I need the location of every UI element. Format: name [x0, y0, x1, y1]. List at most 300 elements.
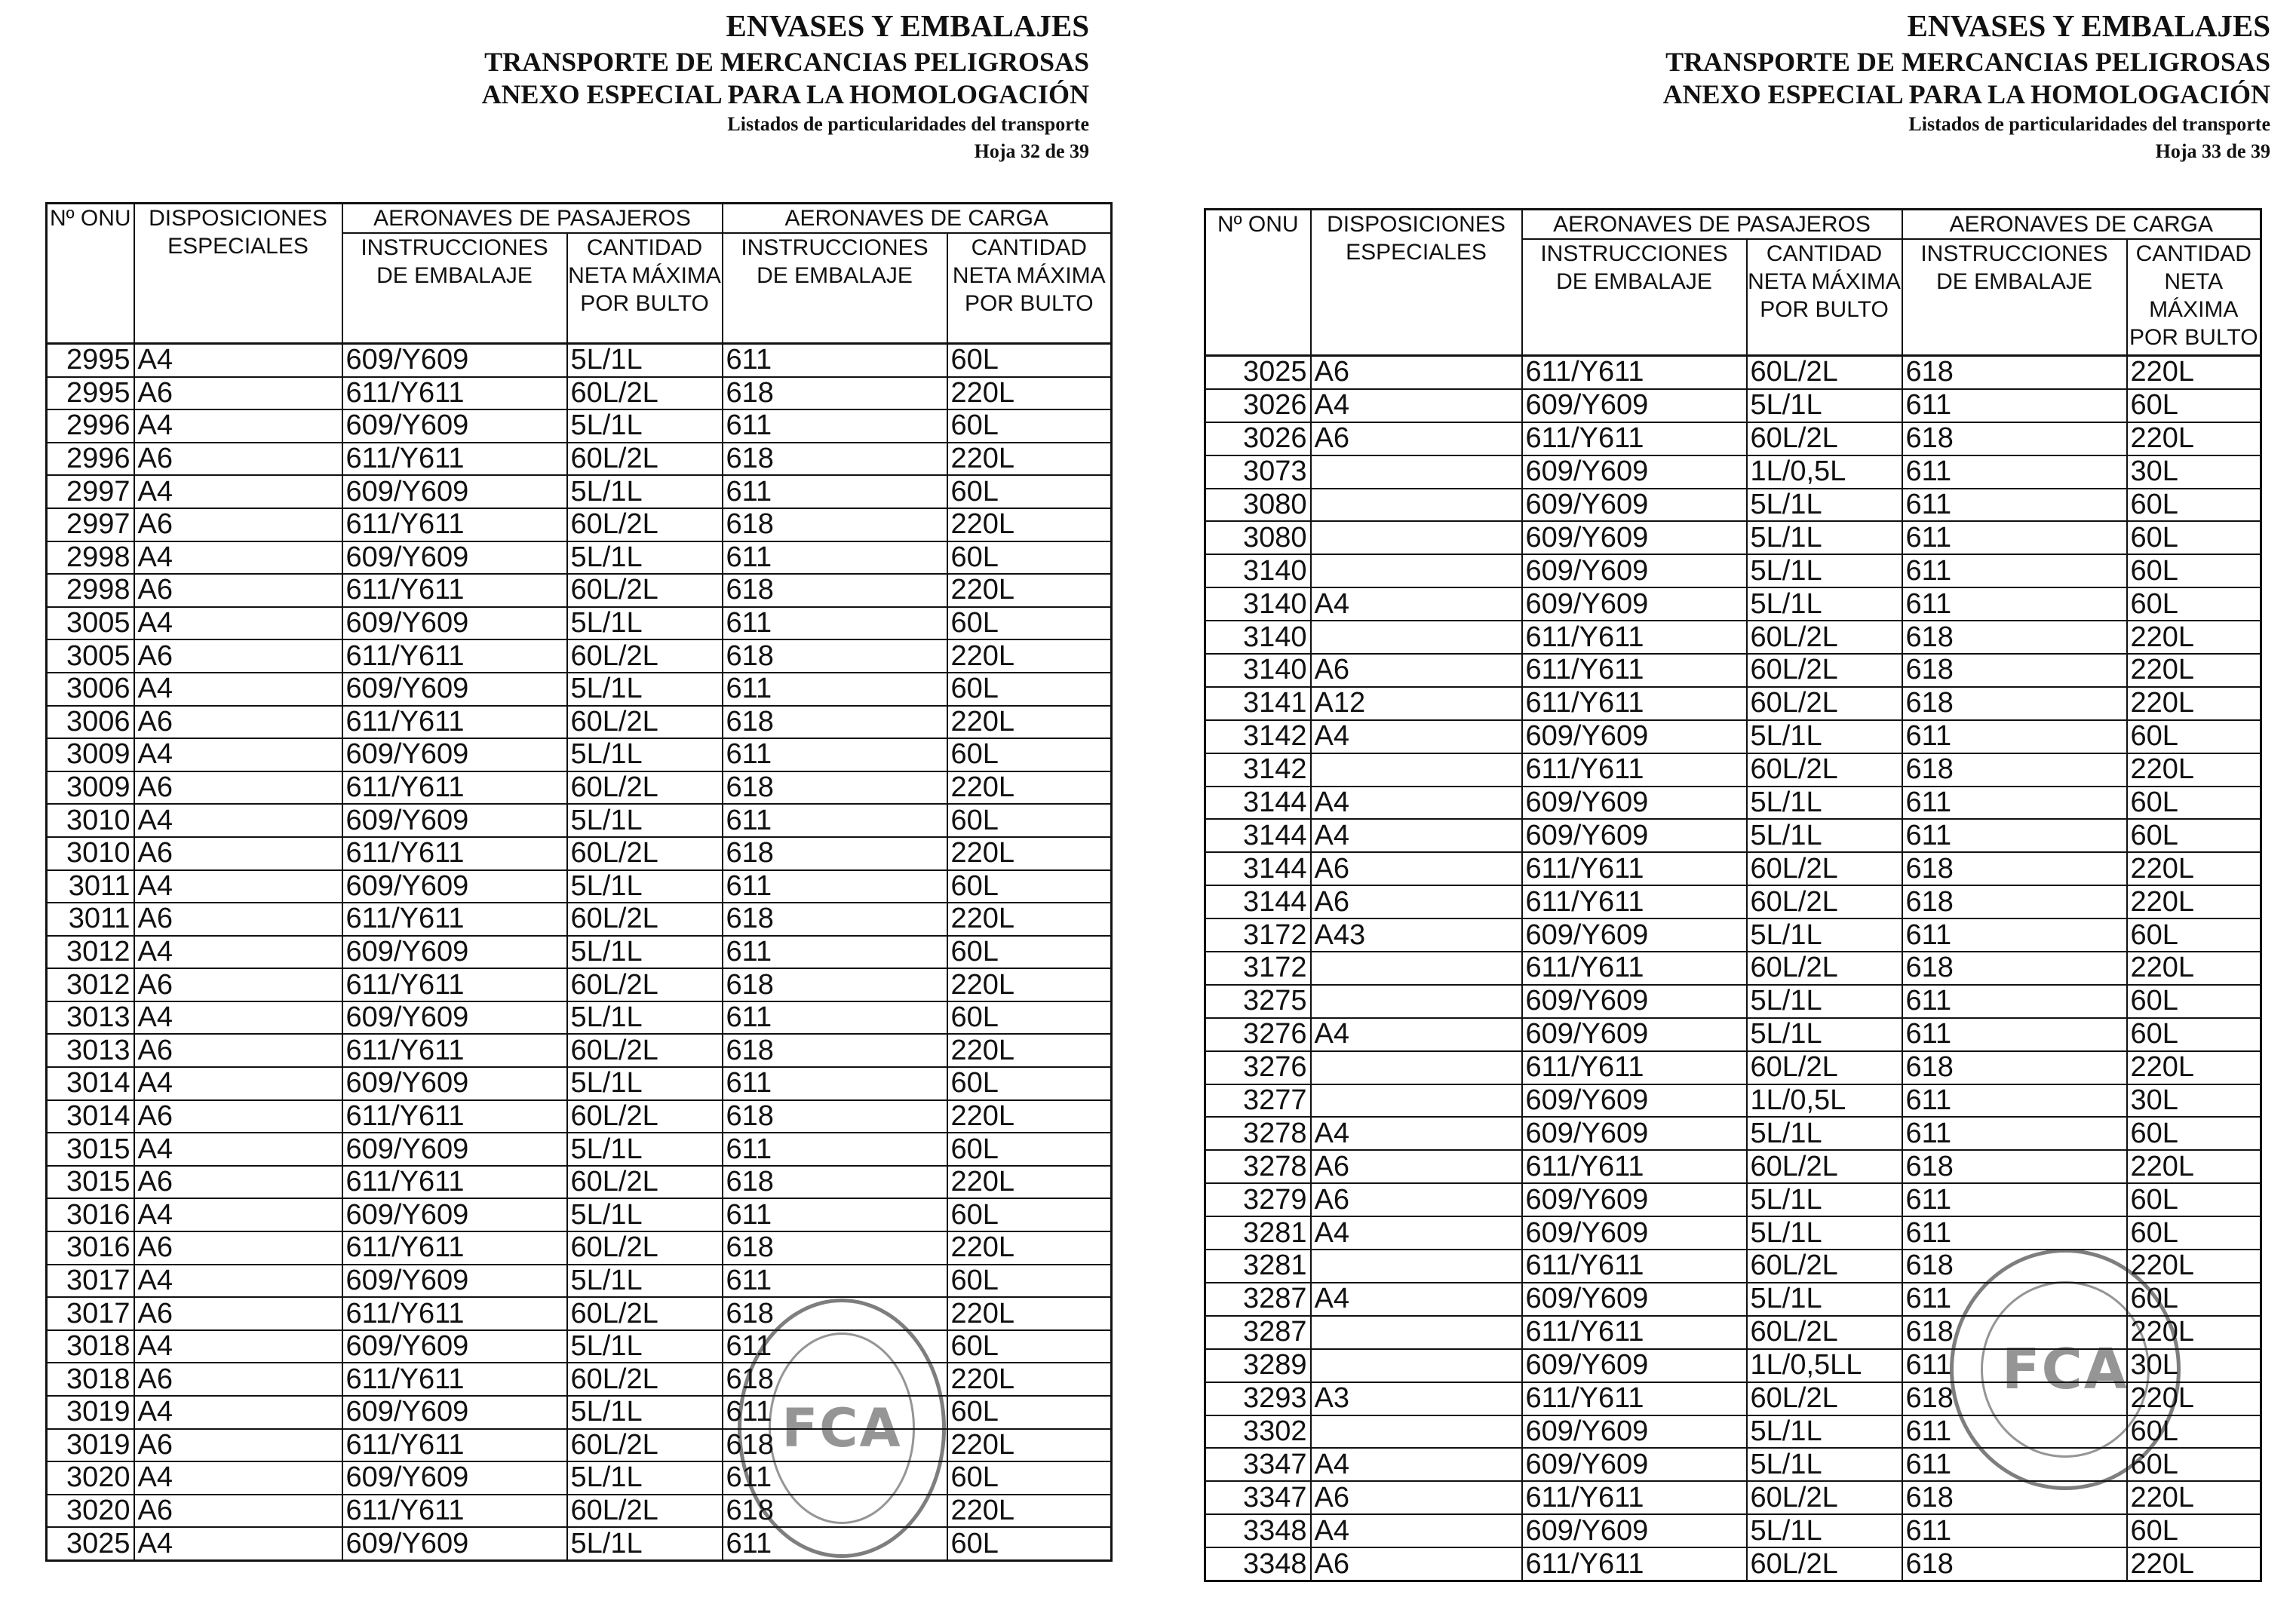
cell-disposiciones: A4: [134, 1396, 342, 1429]
cell-instrucciones-pasajeros: 609/Y609: [342, 1461, 567, 1495]
cell-disposiciones: [1311, 753, 1522, 787]
table-row: [47, 1461, 1112, 1495]
table-row: [47, 1067, 1112, 1100]
cell-onu: 3012: [47, 968, 134, 1001]
cell-cantidad-pasajeros: 5L/1L: [567, 1198, 723, 1231]
cell-instrucciones-pasajeros: 609/Y609: [1522, 720, 1747, 753]
cell-cantidad-carga: 220L: [947, 377, 1112, 410]
table-row: [47, 771, 1112, 805]
cell-instrucciones-carga: 611: [723, 1396, 947, 1429]
cell-cantidad-pasajeros: 60L/2L: [1747, 1316, 1902, 1349]
cell-onu: 3141: [1205, 687, 1311, 720]
cell-instrucciones-pasajeros: 609/Y609: [1522, 1216, 1747, 1250]
cell-cantidad-carga: 220L: [2127, 885, 2261, 918]
cell-onu: 3142: [1205, 720, 1311, 753]
cell-onu: 3015: [47, 1166, 134, 1199]
cell-onu: 3015: [47, 1133, 134, 1166]
cell-onu: 3348: [1205, 1514, 1311, 1547]
table-row: [1205, 687, 2261, 720]
table-row: [47, 804, 1112, 837]
cell-onu: 3014: [47, 1100, 134, 1133]
cell-cantidad-pasajeros: 5L/1L: [567, 541, 723, 575]
cell-instrucciones-pasajeros: 611/Y611: [1522, 1150, 1747, 1183]
cell-cantidad-carga: 60L: [2127, 1117, 2261, 1150]
cell-disposiciones: A4: [134, 1198, 342, 1231]
cell-cantidad-carga: 220L: [2127, 621, 2261, 654]
cell-instrucciones-carga: 618: [1902, 422, 2127, 455]
cell-cantidad-pasajeros: 60L/2L: [1747, 654, 1902, 687]
cell-onu: 3287: [1205, 1283, 1311, 1316]
table-row: [1205, 1150, 2261, 1183]
cell-disposiciones: A6: [1311, 852, 1522, 885]
cell-onu: 2997: [47, 475, 134, 508]
col-group-carga: AERONAVES DE CARGA: [723, 204, 1112, 234]
table-row: [1205, 455, 2261, 489]
cell-disposiciones: A4: [134, 1067, 342, 1100]
cell-cantidad-pasajeros: 5L/1L: [567, 344, 723, 377]
cell-instrucciones-carga: 611: [723, 936, 947, 969]
cell-instrucciones-carga: 611: [723, 344, 947, 377]
cell-onu: 3275: [1205, 985, 1311, 1018]
table-row: [47, 377, 1112, 410]
cell-cantidad-carga: 220L: [2127, 422, 2261, 455]
cell-cantidad-pasajeros: 1L/0,5L: [1747, 1084, 1902, 1118]
cell-onu: 3080: [1205, 489, 1311, 522]
table-row: [1205, 489, 2261, 522]
table-row: [47, 1363, 1112, 1396]
cell-instrucciones-pasajeros: 609/Y609: [342, 673, 567, 706]
cell-cantidad-carga: 220L: [947, 771, 1112, 805]
cell-instrucciones-carga: 611: [723, 607, 947, 640]
cell-instrucciones-pasajeros: 609/Y609: [1522, 1018, 1747, 1051]
cell-instrucciones-pasajeros: 611/Y611: [342, 639, 567, 673]
cell-disposiciones: A6: [134, 1495, 342, 1528]
cell-instrucciones-carga: 618: [1902, 952, 2127, 985]
cell-instrucciones-carga: 618: [1902, 687, 2127, 720]
cell-onu: 3277: [1205, 1084, 1311, 1118]
cell-disposiciones: A4: [134, 475, 342, 508]
table-row: [1205, 985, 2261, 1018]
table-row: [1205, 1316, 2261, 1349]
cell-disposiciones: A6: [134, 1429, 342, 1462]
cell-onu: 3019: [47, 1429, 134, 1462]
cell-onu: 3080: [1205, 521, 1311, 554]
cell-disposiciones: A6: [1311, 1183, 1522, 1216]
cell-instrucciones-carga: 611: [723, 475, 947, 508]
cell-instrucciones-carga: 611: [1902, 1415, 2127, 1449]
cell-cantidad-carga: 60L: [947, 1067, 1112, 1100]
cell-instrucciones-carga: 618: [1902, 1547, 2127, 1581]
cell-onu: 3019: [47, 1396, 134, 1429]
table-row: [1205, 1250, 2261, 1283]
cell-cantidad-pasajeros: 5L/1L: [1747, 1183, 1902, 1216]
cell-onu: 3279: [1205, 1183, 1311, 1216]
cell-onu: 3281: [1205, 1250, 1311, 1283]
cell-instrucciones-pasajeros: 609/Y609: [342, 1133, 567, 1166]
cell-instrucciones-pasajeros: 609/Y609: [342, 344, 567, 377]
cell-instrucciones-carga: 618: [1902, 1481, 2127, 1514]
cell-cantidad-carga: 220L: [947, 1297, 1112, 1330]
cell-disposiciones: A6: [134, 1166, 342, 1199]
cell-instrucciones-pasajeros: 611/Y611: [342, 443, 567, 476]
cell-disposiciones: A4: [134, 344, 342, 377]
cell-instrucciones-carga: 611: [723, 1265, 947, 1298]
cell-instrucciones-pasajeros: 609/Y609: [1522, 1183, 1747, 1216]
cell-cantidad-pasajeros: 5L/1L: [1747, 521, 1902, 554]
cell-instrucciones-pasajeros: 609/Y609: [1522, 489, 1747, 522]
cell-instrucciones-pasajeros: 609/Y609: [1522, 1084, 1747, 1118]
cell-instrucciones-pasajeros: 609/Y609: [1522, 985, 1747, 1018]
cell-instrucciones-pasajeros: 609/Y609: [1522, 1514, 1747, 1547]
cell-instrucciones-pasajeros: 611/Y611: [1522, 654, 1747, 687]
cell-instrucciones-carga: 618: [1902, 1250, 2127, 1283]
col-header-disposiciones: DISPOSICIONES ESPECIALES: [134, 204, 342, 344]
cell-cantidad-pasajeros: 5L/1L: [567, 1461, 723, 1495]
cell-onu: 3011: [47, 903, 134, 936]
cell-instrucciones-pasajeros: 611/Y611: [342, 903, 567, 936]
cell-cantidad-pasajeros: 5L/1L: [1747, 1216, 1902, 1250]
cell-disposiciones: A4: [134, 1527, 342, 1560]
table-row: [1205, 422, 2261, 455]
cell-instrucciones-carga: 618: [1902, 753, 2127, 787]
cell-cantidad-carga: 220L: [947, 903, 1112, 936]
cell-cantidad-pasajeros: 60L/2L: [567, 443, 723, 476]
cell-disposiciones: A43: [1311, 918, 1522, 952]
cell-disposiciones: A12: [1311, 687, 1522, 720]
cell-disposiciones: A4: [1311, 587, 1522, 621]
cell-cantidad-pasajeros: 60L/2L: [567, 1100, 723, 1133]
cell-cantidad-pasajeros: 60L/2L: [567, 1231, 723, 1265]
cell-onu: 3287: [1205, 1316, 1311, 1349]
cell-instrucciones-carga: 618: [723, 443, 947, 476]
cell-instrucciones-pasajeros: 609/Y609: [1522, 1117, 1747, 1150]
cell-instrucciones-carga: 618: [723, 837, 947, 870]
cell-cantidad-carga: 220L: [947, 508, 1112, 541]
cell-instrucciones-pasajeros: 609/Y609: [342, 475, 567, 508]
cell-onu: 3073: [1205, 455, 1311, 489]
cell-cantidad-pasajeros: 5L/1L: [1747, 489, 1902, 522]
cell-instrucciones-carga: 618: [1902, 654, 2127, 687]
cell-onu: 2996: [47, 409, 134, 443]
cell-cantidad-pasajeros: 5L/1L: [1747, 819, 1902, 852]
cell-disposiciones: A6: [1311, 654, 1522, 687]
cell-onu: 3144: [1205, 787, 1311, 820]
cell-disposiciones: A3: [1311, 1382, 1522, 1415]
cell-onu: 3276: [1205, 1018, 1311, 1051]
cell-cantidad-carga: 60L: [947, 1461, 1112, 1495]
cell-cantidad-pasajeros: 60L/2L: [567, 1363, 723, 1396]
cell-instrucciones-carga: 611: [723, 673, 947, 706]
cell-instrucciones-carga: 618: [723, 1495, 947, 1528]
cell-cantidad-carga: 220L: [947, 706, 1112, 739]
cell-instrucciones-pasajeros: 609/Y609: [342, 1001, 567, 1035]
cell-onu: 2997: [47, 508, 134, 541]
cell-disposiciones: A6: [134, 377, 342, 410]
cell-disposiciones: A4: [1311, 1117, 1522, 1150]
cell-instrucciones-pasajeros: 611/Y611: [342, 1231, 567, 1265]
cell-cantidad-carga: 220L: [947, 1034, 1112, 1067]
cell-onu: 3016: [47, 1198, 134, 1231]
cell-instrucciones-pasajeros: 611/Y611: [1522, 952, 1747, 985]
stamp-logo: FCA: [2001, 1337, 2129, 1402]
cell-instrucciones-pasajeros: 611/Y611: [1522, 621, 1747, 654]
table-row: [47, 1495, 1112, 1528]
cell-instrucciones-pasajeros: 609/Y609: [342, 870, 567, 903]
cell-cantidad-carga: 220L: [2127, 1316, 2261, 1349]
cell-onu: 3140: [1205, 654, 1311, 687]
table-row: [47, 475, 1112, 508]
cell-cantidad-carga: 220L: [947, 1363, 1112, 1396]
cell-instrucciones-pasajeros: 609/Y609: [342, 936, 567, 969]
cell-cantidad-pasajeros: 60L/2L: [1747, 687, 1902, 720]
cell-disposiciones: A6: [1311, 1150, 1522, 1183]
cell-cantidad-carga: 220L: [947, 968, 1112, 1001]
table-row: [47, 1297, 1112, 1330]
cell-onu: 3026: [1205, 389, 1311, 422]
table-row: [47, 673, 1112, 706]
cell-instrucciones-carga: 611: [1902, 455, 2127, 489]
cell-cantidad-carga: 60L: [947, 673, 1112, 706]
cell-instrucciones-carga: 618: [1902, 885, 2127, 918]
cell-instrucciones-pasajeros: 611/Y611: [1522, 1481, 1747, 1514]
col-header-instrucciones-carga: INSTRUCCIONES DE EMBALAJE: [1902, 239, 2127, 356]
cell-onu: 3140: [1205, 554, 1311, 587]
cell-onu: 3276: [1205, 1051, 1311, 1084]
cell-instrucciones-carga: 618: [723, 574, 947, 607]
cell-cantidad-pasajeros: 5L/1L: [567, 607, 723, 640]
table-row: [1205, 554, 2261, 587]
cell-cantidad-pasajeros: 60L/2L: [567, 1297, 723, 1330]
cell-onu: 3009: [47, 771, 134, 805]
cell-cantidad-pasajeros: 5L/1L: [567, 409, 723, 443]
cell-cantidad-carga: 60L: [2127, 587, 2261, 621]
cell-instrucciones-pasajeros: 611/Y611: [1522, 1316, 1747, 1349]
cell-onu: 3011: [47, 870, 134, 903]
table-row: [1205, 1084, 2261, 1118]
cell-instrucciones-carga: 611: [1902, 1448, 2127, 1481]
cell-instrucciones-carga: 611: [1902, 1514, 2127, 1547]
cell-instrucciones-carga: 618: [723, 508, 947, 541]
cell-instrucciones-pasajeros: 609/Y609: [1522, 1415, 1747, 1449]
cell-cantidad-pasajeros: 5L/1L: [567, 804, 723, 837]
cell-disposiciones: A6: [1311, 1481, 1522, 1514]
cell-cantidad-carga: 60L: [947, 1396, 1112, 1429]
cell-disposiciones: A6: [134, 1297, 342, 1330]
cell-cantidad-carga: 60L: [947, 936, 1112, 969]
cell-instrucciones-carga: 611: [1902, 720, 2127, 753]
dangerous-goods-table: [45, 202, 1113, 1562]
cell-instrucciones-pasajeros: 611/Y611: [1522, 753, 1747, 787]
table-row: [47, 344, 1112, 377]
annex-title: ANEXO ESPECIAL PARA LA HOMOLOGACIÓN: [481, 79, 1089, 109]
cell-instrucciones-pasajeros: 611/Y611: [1522, 356, 1747, 389]
cell-instrucciones-pasajeros: 609/Y609: [1522, 918, 1747, 952]
cell-disposiciones: A6: [134, 771, 342, 805]
annex-title: ANEXO ESPECIAL PARA LA HOMOLOGACIÓN: [1662, 79, 2270, 109]
cell-cantidad-carga: 60L: [2127, 1283, 2261, 1316]
cell-instrucciones-pasajeros: 611/Y611: [342, 1429, 567, 1462]
cell-disposiciones: A4: [134, 1001, 342, 1035]
cell-instrucciones-carga: 611: [723, 409, 947, 443]
table-row: [1205, 819, 2261, 852]
cell-cantidad-carga: 60L: [947, 1198, 1112, 1231]
cell-onu: 3144: [1205, 819, 1311, 852]
cell-disposiciones: A4: [134, 870, 342, 903]
cell-disposiciones: [1311, 985, 1522, 1018]
cell-cantidad-pasajeros: 60L/2L: [567, 968, 723, 1001]
table-row: [1205, 753, 2261, 787]
cell-cantidad-carga: 220L: [2127, 1382, 2261, 1415]
cell-disposiciones: A6: [134, 1100, 342, 1133]
cell-cantidad-pasajeros: 60L/2L: [1747, 1051, 1902, 1084]
cell-cantidad-carga: 220L: [947, 443, 1112, 476]
cell-instrucciones-carga: 611: [1902, 1349, 2127, 1382]
cell-cantidad-pasajeros: 5L/1L: [1747, 1514, 1902, 1547]
table-row: [47, 1133, 1112, 1166]
cell-instrucciones-carga: 611: [1902, 1117, 2127, 1150]
table-row: [47, 1265, 1112, 1298]
cell-cantidad-carga: 60L: [2127, 1415, 2261, 1449]
cell-instrucciones-carga: 618: [1902, 1150, 2127, 1183]
cell-instrucciones-pasajeros: 609/Y609: [342, 1265, 567, 1298]
cell-cantidad-pasajeros: 60L/2L: [567, 1495, 723, 1528]
cell-disposiciones: A4: [134, 738, 342, 771]
cell-cantidad-pasajeros: 5L/1L: [1747, 918, 1902, 952]
cell-instrucciones-carga: 611: [1902, 521, 2127, 554]
table-body: [1205, 356, 2261, 1581]
cell-cantidad-pasajeros: 60L/2L: [1747, 952, 1902, 985]
cell-disposiciones: A4: [1311, 720, 1522, 753]
cell-cantidad-carga: 60L: [947, 541, 1112, 575]
cell-cantidad-carga: 220L: [2127, 1150, 2261, 1183]
cell-cantidad-carga: 30L: [2127, 455, 2261, 489]
document-title: ENVASES Y EMBALAJES: [1907, 8, 2270, 43]
cell-instrucciones-carga: 611: [1902, 554, 2127, 587]
cell-instrucciones-carga: 618: [723, 377, 947, 410]
cell-cantidad-pasajeros: 5L/1L: [567, 1265, 723, 1298]
cell-cantidad-pasajeros: 5L/1L: [567, 738, 723, 771]
sheet-number: Hoja 32 de 39: [974, 140, 1089, 162]
cell-cantidad-pasajeros: 60L/2L: [567, 1034, 723, 1067]
cell-cantidad-carga: 220L: [2127, 687, 2261, 720]
cell-disposiciones: [1311, 1084, 1522, 1118]
cell-onu: 3006: [47, 673, 134, 706]
cell-instrucciones-carga: 618: [723, 1100, 947, 1133]
cell-cantidad-pasajeros: 5L/1L: [1747, 985, 1902, 1018]
cell-disposiciones: A6: [134, 1034, 342, 1067]
cell-cantidad-pasajeros: 60L/2L: [567, 903, 723, 936]
cell-cantidad-carga: 60L: [947, 1133, 1112, 1166]
cell-instrucciones-pasajeros: 611/Y611: [342, 771, 567, 805]
cell-disposiciones: A4: [134, 607, 342, 640]
cell-disposiciones: A6: [134, 1231, 342, 1265]
cell-instrucciones-pasajeros: 609/Y609: [342, 1396, 567, 1429]
cell-cantidad-pasajeros: 60L/2L: [1747, 852, 1902, 885]
table-row: [1205, 918, 2261, 952]
cell-disposiciones: A6: [1311, 356, 1522, 389]
cell-instrucciones-carga: 618: [723, 639, 947, 673]
cell-cantidad-pasajeros: 5L/1L: [567, 673, 723, 706]
cell-cantidad-pasajeros: 60L/2L: [1747, 1250, 1902, 1283]
table-row: [1205, 1183, 2261, 1216]
cell-disposiciones: A6: [1311, 885, 1522, 918]
cell-onu: 3016: [47, 1231, 134, 1265]
cell-instrucciones-carga: 618: [723, 1231, 947, 1265]
table-row: [1205, 389, 2261, 422]
cell-instrucciones-carga: 611: [1902, 1084, 2127, 1118]
cell-cantidad-carga: 60L: [2127, 489, 2261, 522]
cell-cantidad-carga: 60L: [2127, 1018, 2261, 1051]
cell-disposiciones: [1311, 1051, 1522, 1084]
cell-instrucciones-pasajeros: 609/Y609: [342, 541, 567, 575]
cell-instrucciones-carga: 611: [723, 1067, 947, 1100]
cell-cantidad-pasajeros: 5L/1L: [1747, 1448, 1902, 1481]
table-row: [1205, 1349, 2261, 1382]
table-row: [1205, 1117, 2261, 1150]
table-row: [47, 1330, 1112, 1363]
cell-instrucciones-carga: 611: [723, 1527, 947, 1560]
cell-instrucciones-pasajeros: 609/Y609: [342, 1527, 567, 1560]
table-row: [1205, 1216, 2261, 1250]
table-row: [1205, 1481, 2261, 1514]
col-header-instrucciones-pasajeros: INSTRUCCIONES DE EMBALAJE: [342, 233, 567, 344]
cell-disposiciones: [1311, 521, 1522, 554]
cell-instrucciones-pasajeros: 611/Y611: [1522, 885, 1747, 918]
cell-instrucciones-pasajeros: 609/Y609: [1522, 521, 1747, 554]
cell-onu: 3018: [47, 1363, 134, 1396]
cell-cantidad-carga: 60L: [2127, 1183, 2261, 1216]
table-row: [47, 1527, 1112, 1560]
cell-onu: 3005: [47, 639, 134, 673]
listing-title: Listados de particularidades del transporte: [727, 113, 1089, 135]
cell-instrucciones-pasajeros: 611/Y611: [1522, 852, 1747, 885]
cell-disposiciones: A4: [1311, 819, 1522, 852]
cell-cantidad-carga: 60L: [2127, 1448, 2261, 1481]
cell-instrucciones-carga: 618: [1902, 356, 2127, 389]
cell-cantidad-pasajeros: 5L/1L: [567, 475, 723, 508]
cell-disposiciones: A4: [134, 936, 342, 969]
cell-onu: 3006: [47, 706, 134, 739]
cell-cantidad-pasajeros: 5L/1L: [1747, 720, 1902, 753]
cell-instrucciones-pasajeros: 609/Y609: [342, 1198, 567, 1231]
cell-instrucciones-pasajeros: 609/Y609: [1522, 1283, 1747, 1316]
cell-instrucciones-pasajeros: 609/Y609: [342, 1067, 567, 1100]
cell-onu: 3025: [47, 1527, 134, 1560]
cell-instrucciones-carga: 611: [723, 1133, 947, 1166]
table-row: [1205, 1547, 2261, 1581]
cell-onu: 3009: [47, 738, 134, 771]
cell-cantidad-carga: 60L: [2127, 985, 2261, 1018]
cell-instrucciones-pasajeros: 611/Y611: [342, 837, 567, 870]
cell-instrucciones-pasajeros: 611/Y611: [342, 1363, 567, 1396]
table-row: [1205, 356, 2261, 389]
table-row: [47, 1100, 1112, 1133]
cell-onu: 3347: [1205, 1448, 1311, 1481]
cell-cantidad-pasajeros: 60L/2L: [1747, 885, 1902, 918]
cell-disposiciones: A4: [134, 804, 342, 837]
cell-onu: 3014: [47, 1067, 134, 1100]
cell-cantidad-carga: 220L: [947, 1100, 1112, 1133]
cell-cantidad-carga: 60L: [2127, 521, 2261, 554]
cell-cantidad-carga: 220L: [947, 837, 1112, 870]
cell-cantidad-pasajeros: 5L/1L: [1747, 389, 1902, 422]
table-row: [1205, 587, 2261, 621]
cell-onu: 3289: [1205, 1349, 1311, 1382]
cell-instrucciones-carga: 611: [1902, 1183, 2127, 1216]
cell-instrucciones-carga: 618: [1902, 1051, 2127, 1084]
cell-disposiciones: [1311, 554, 1522, 587]
table-row: [1205, 1051, 2261, 1084]
